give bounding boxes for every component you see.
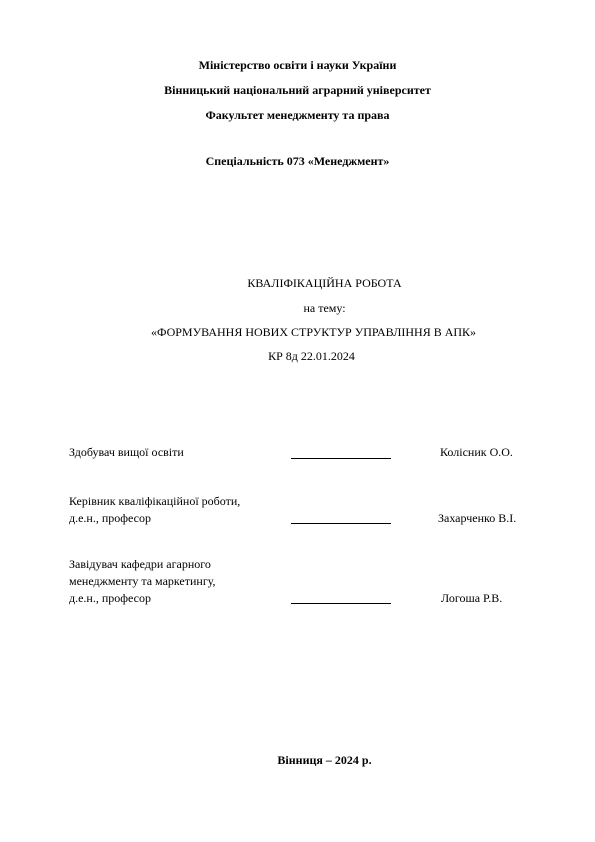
signature-line-supervisor (291, 523, 391, 524)
work-code: КР 8д 22.01.2024 (268, 349, 355, 363)
signature-line-head (291, 603, 391, 604)
signatory-role-head-line3: д.е.н., професор (69, 591, 152, 605)
ministry-name: Міністерство освіти і науки України (198, 58, 397, 72)
signatory-name-head: Логоша Р.В. (441, 591, 503, 605)
signatory-name-student: Колісник О.О. (440, 445, 513, 459)
signatory-role-supervisor-line1: Керівник кваліфікаційної роботи, (69, 494, 241, 508)
specialty: Спеціальність 073 «Менеджмент» (205, 154, 390, 168)
city-year: Вінниця – 2024 р. (277, 753, 372, 767)
signatory-role-student: Здобувач вищої освіти (69, 445, 184, 459)
signatory-role-head-line2: менеджменту та маркетингу, (69, 574, 216, 588)
signature-line-student (291, 458, 391, 459)
on-topic-label: на тему: (303, 301, 346, 315)
signatory-role-supervisor-line2: д.е.н., професор (69, 511, 152, 525)
signatory-role-head-line1: Завідувач кафедри агарного (69, 557, 211, 571)
faculty-name: Факультет менеджменту та права (205, 108, 390, 122)
signatory-name-supervisor: Захарченко В.І. (438, 511, 517, 525)
work-type: КВАЛІФІКАЦІЙНА РОБОТА (247, 276, 402, 290)
work-topic: «ФОРМУВАННЯ НОВИХ СТРУКТУР УПРАВЛІННЯ В АПК» (150, 325, 477, 339)
university-name: Вінницький національний аграрний університет (164, 83, 431, 97)
